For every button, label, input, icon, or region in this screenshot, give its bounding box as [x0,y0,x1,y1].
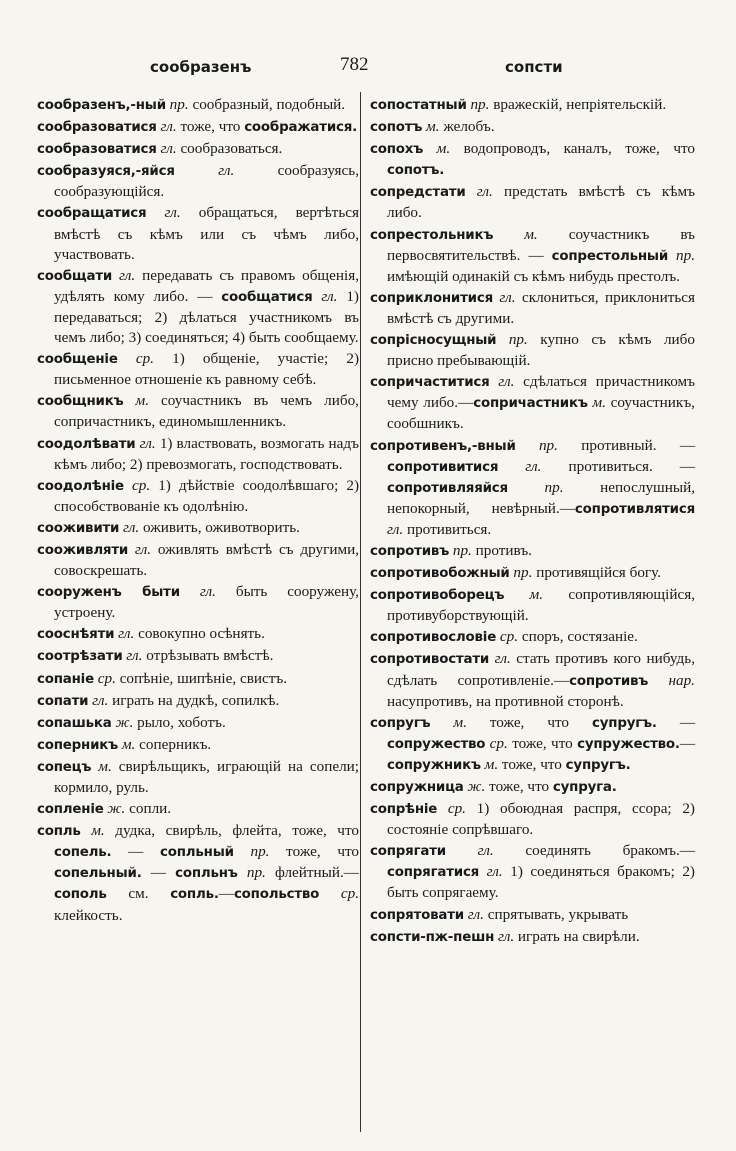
dictionary-entry [37,434,359,475]
grammar-label: гл. [489,373,515,391]
definition-text: 1) обоюдная распря, ссора; 2) состоянiе сопрѣвшаго. [387,800,695,839]
dictionary-entry [37,203,359,264]
grammar-label: м. [504,586,544,604]
definition-text: дудка, свирѣль, флейта, тоже, что [104,822,359,840]
grammar-label: гл. [492,288,516,306]
headword: сопротивъ [370,543,450,559]
dictionary-entry [37,757,359,798]
dictionary-entry [37,669,359,690]
definition-text: водопроводъ, каналъ, тоже, что [450,140,695,158]
definition-text: насупротивъ, на противной сторонѣ. [387,692,624,710]
grammar-label: гл. [498,457,542,475]
definition-text: играть на дудкѣ, сопилкѣ. [108,691,280,709]
grammar-label: гл. [146,204,181,222]
grammar-label: гл. [88,691,109,709]
definition-text: 1) общенiе, участiе; 2) письменное отношенiе къ равному себѣ. [54,350,359,389]
dictionary-entry [370,585,695,626]
grammar-label: ср. [437,800,466,818]
headword: сопротивляяйся [387,480,508,496]
definition-text: играть на свирѣли. [514,927,640,945]
dictionary-entry [37,799,359,820]
definition-text: противиться. [403,520,492,538]
headword: сообразоватися [37,120,157,136]
grammar-label: ср. [93,669,116,687]
headword: соображатися. [244,120,358,136]
grammar-label: ср. [485,734,508,752]
headword: супруга. [552,780,617,795]
page-header [0,54,736,84]
headword: сооживляти [37,542,129,558]
grammar-label: пр. [668,246,695,264]
dictionary-entry [37,691,359,712]
headword: сопротивлятися [574,501,695,517]
definition-text: сопротивляющiйся, противуборствующiй. [387,586,695,625]
grammar-label: ж. [103,800,126,818]
headword: сопсти-пж-пешн [370,929,495,945]
dictionary-entry [370,182,695,223]
headword: сопольство [233,887,320,903]
dictionary-entry [370,225,695,287]
grammar-label: м. [422,118,440,136]
dictionary-entry [37,582,359,623]
definition-text: тоже, что [498,755,566,773]
definition-text: сдѣлаться причастникомъ чему либо.— [387,373,695,412]
definition-text: спрятывать, укрывать [483,905,629,923]
headword: сопотъ. [387,163,445,179]
dictionary-entry [37,95,359,116]
dictionary-entry [37,713,359,734]
definition-text: противъ. [471,541,532,559]
definition-text: имѣющiй одинакiй съ кѣмъ нибудь престолъ. [387,267,680,285]
headword: сопротивоборецъ [370,588,505,604]
definition-text: — [656,713,695,731]
headword: сопрестольникъ [370,227,494,243]
headword: сопрѣнiе [370,802,438,818]
headword: сообщникъ [37,394,124,410]
grammar-label: пр. [509,564,533,582]
definition-text: соединять бракомъ.— [493,842,695,860]
definition-text: тоже, что [269,843,360,861]
definition-text: желобъ. [439,118,495,136]
definition-text: купно съ кѣмъ либо присно пребывающiй. [387,331,695,370]
grammar-label: гл. [122,647,143,665]
grammar-label: ср. [319,885,359,903]
dictionary-entry [37,540,359,581]
headword: сопостатный [370,98,467,113]
grammar-label: м. [587,394,606,412]
dictionary-entry [37,391,359,432]
dictionary-entry [37,518,359,539]
grammar-label: пр. [233,843,270,861]
dictionary-entry [37,349,359,390]
grammar-label: гл. [179,583,216,601]
headword: сопрягати [370,844,446,860]
dictionary-entry [370,563,695,584]
headword: сопрятовати [370,907,464,923]
headword: супругъ. [565,757,631,773]
headword: сопричастникъ [473,396,588,412]
definition-text: тоже, что [466,713,593,731]
headword: сопель. [54,845,112,861]
definition-text: оживить, оживотворить. [139,518,300,536]
definition-text: сообразный, подобный. [188,96,346,113]
grammar-label: гл. [479,863,503,881]
definition-text: отрѣзывать вмѣстѣ. [142,647,274,665]
definition-text: противящiйся богу. [532,564,662,582]
definition-text: сообразуясь, сообразующiйся. [54,162,359,201]
dictionary-entry [370,139,695,181]
grammar-label: гл. [489,650,511,668]
definition-text: сопѣнiе, шипѣнiе, свистъ. [115,669,288,687]
definition-text: — [679,734,695,752]
dictionary-entry [37,117,359,138]
headword: супружество. [577,736,680,752]
running-head-right: сопсти [505,58,563,76]
headword: сообщати [37,268,113,284]
definition-text: соперникъ. [135,735,212,753]
definition-text: см. [106,885,171,903]
definition-text: 1) дѣйствiе соодолѣвшаго; 2) способствованiе къ одолѣнiю. [54,476,359,515]
definition-text: склониться, приклониться вмѣстѣ съ другими. [387,288,695,327]
dictionary-entry [370,905,695,926]
definition-text: передавать съ правомъ общенiя, удѣлять кому либо. — [54,266,359,305]
dictionary-entry [37,161,359,202]
grammar-label: м. [123,392,149,410]
headword: сопохъ [370,142,424,158]
dictionary-entry [370,777,695,798]
dictionary-entry [37,646,359,667]
dictionary-entry [37,266,359,348]
definition-text: 1) властвовать, возмогать надъ кѣмъ либо; 2) превозмогать, господствовать. [54,434,359,473]
definition-text: 1) передаваться; 2) дѣлаться участникомъ въ чемъ либо; 3) соединяться; 4) быть сообщаему. [54,287,359,347]
dictionary-entry [370,927,695,948]
grammar-label: пр. [496,331,528,349]
headword: сооснѣяти [37,627,115,643]
headword: сoодолѣвати [37,436,136,452]
headword: сопашька [37,715,112,731]
definition-text: — [218,885,234,903]
grammar-label: пр. [515,436,558,454]
headword: сопротивитися [387,459,499,475]
grammar-label: ср. [117,350,154,368]
headword: сопoль [54,887,107,903]
grammar-label: ж. [111,713,134,731]
dictionary-entry [370,288,695,329]
dictionary-entry [370,95,695,116]
definition-text: сопли. [125,800,172,818]
headword: сопpиклонитися [370,290,493,306]
headword: сообращатися [37,206,147,222]
headword: сопльнъ [175,866,238,882]
headword: сообразуяся,-яйся [37,164,175,180]
headword: сопротивъ [569,673,649,689]
headword: сообразенъ,-ный [37,98,166,113]
definition-text: оживлять вмѣстѣ съ другими, совоскрешать. [54,540,359,580]
page-number: 782 [340,54,369,75]
headword: сообразоватися [37,142,157,158]
headword: сoодолѣнiе [37,478,124,494]
definition-text: рыло, хоботъ. [133,713,226,731]
grammar-label: гл. [156,118,177,136]
right-column [370,95,695,949]
definition-text: тоже, что [485,778,553,795]
definition-text: сообразоваться. [176,140,283,158]
headword: сопотъ [370,120,423,136]
dictionary-entry [370,372,695,434]
headword: сопротивословiе [370,630,497,646]
grammar-label: ж. [463,778,486,795]
definition-text: 1) соединяться бракомъ; 2) быть сопрягаему. [387,863,695,902]
definition-text: флейтный.— [265,864,359,882]
headword: сопрiсносущный [370,333,497,349]
headword: соперникъ [37,737,119,753]
headword: сопати [37,693,89,709]
grammar-label: гл. [156,140,177,158]
definition-text: тоже, что [507,734,578,752]
dictionary-entry [37,624,359,645]
grammar-label: гл. [135,434,156,452]
headword: сопружникъ [387,757,481,773]
grammar-label: м. [118,735,136,753]
headword: сопротивобожный [370,566,510,582]
grammar-label: гл. [114,625,135,643]
definition-text: соучастникъ въ чемъ либо, сопричастникъ, единомышленникъ. [54,392,359,431]
headword: сопружество [387,736,486,752]
grammar-label: м. [423,140,451,158]
headword: сопрестольный [551,248,669,264]
grammar-label: м. [480,755,499,773]
grammar-label: пр. [237,864,266,882]
headword: сопротивостати [370,652,490,668]
headword: сопль. [170,887,219,903]
grammar-label: м. [80,822,105,840]
headword: сопль [37,824,81,840]
dictionary-entry [370,541,695,562]
dictionary-entry [37,476,359,517]
definition-text: быть сооружену, устроену. [54,583,359,622]
definition-text: соучастникъ въ первосвятительствѣ. — [387,225,695,264]
definition-text: совокупно осѣнять. [134,625,265,643]
left-column [37,95,359,927]
grammar-label: м. [430,713,467,731]
headword: сообщенiе [37,352,118,368]
dictionary-entry [370,713,695,776]
headword: сопругъ [370,715,431,731]
definition-text: стать противъ кого нибудь, сдѣлать сопротивленiе.— [387,650,695,689]
headword: сопротивенъ,-вный [370,438,516,454]
definition-text: противиться. — [541,457,695,475]
grammar-label: пр. [466,96,490,113]
definition-text: свирѣльщикъ, играющiй на сопели; кормило, руль. [54,757,359,796]
dictionary-entry [370,841,695,903]
headword: сооруженъ быти [37,585,180,601]
definition-text: предстать вмѣстѣ съ кѣмъ либо. [387,183,695,222]
headword: сопредстати [370,185,466,201]
grammar-label: м. [91,757,112,775]
dictionary-entry [370,799,695,840]
dictionary-entry [370,649,695,711]
grammar-label: гл. [312,287,338,305]
grammar-label: пр. [449,541,472,559]
grammar-label: ср. [123,476,151,494]
grammar-label: пр. [165,96,189,113]
definition-text: тоже, что [176,118,245,136]
definition-text: обращаться, вертѣться вмѣстѣ съ кѣмъ или съ чѣмъ либо, участвовать. [54,204,359,263]
grammar-label: гл. [119,518,140,536]
headword: сопричаститися [370,375,490,391]
grammar-label: гл. [464,905,484,923]
definition-text: непослушный, непокорный, невѣрный.— [387,478,695,517]
dictionary-entry [37,139,359,160]
grammar-label: м. [493,225,538,243]
definition-text: — [141,864,176,882]
grammar-label: гл. [465,183,493,201]
running-head-left: сообразенъ [150,58,252,76]
grammar-label: гл. [445,842,494,860]
grammar-label: гл. [174,162,235,180]
headword: сопленiе [37,802,104,818]
dictionary-entry [370,330,695,371]
headword: сопанiе [37,671,94,687]
dictionary-entry [37,821,359,925]
definition-text: вражескiй, непрiятельскiй. [489,96,667,113]
grammar-label: нар. [648,671,695,689]
headword: супругъ. [592,715,657,731]
grammar-label: пр. [507,478,564,496]
dictionary-entry [370,117,695,138]
grammar-label: гл. [387,520,404,538]
definition-text: соучастникъ, сообшникъ. [387,394,695,433]
grammar-label: ср. [496,628,519,646]
headword: сопрягатися [387,865,480,881]
definition-text: споръ, состязанiе. [518,628,638,646]
headword: сопельный. [54,866,142,882]
headword: сопльный [160,845,234,861]
headword: сопружница [370,780,464,795]
headword: сопецъ [37,759,92,775]
headword: соотрѣзати [37,649,123,665]
headword: сооживити [37,520,120,536]
dictionary-entry [370,627,695,648]
headword: сообщатися [221,289,313,305]
grammar-label: гл. [494,927,515,945]
definition-text: клейкость. [54,906,123,924]
grammar-label: гл. [128,540,152,558]
column-divider [360,92,361,1132]
definition-text: противный. — [557,436,696,454]
grammar-label: гл. [112,266,136,284]
definition-text: — [111,843,160,861]
dictionary-entry [37,735,359,756]
dictionary-entry [370,436,695,540]
